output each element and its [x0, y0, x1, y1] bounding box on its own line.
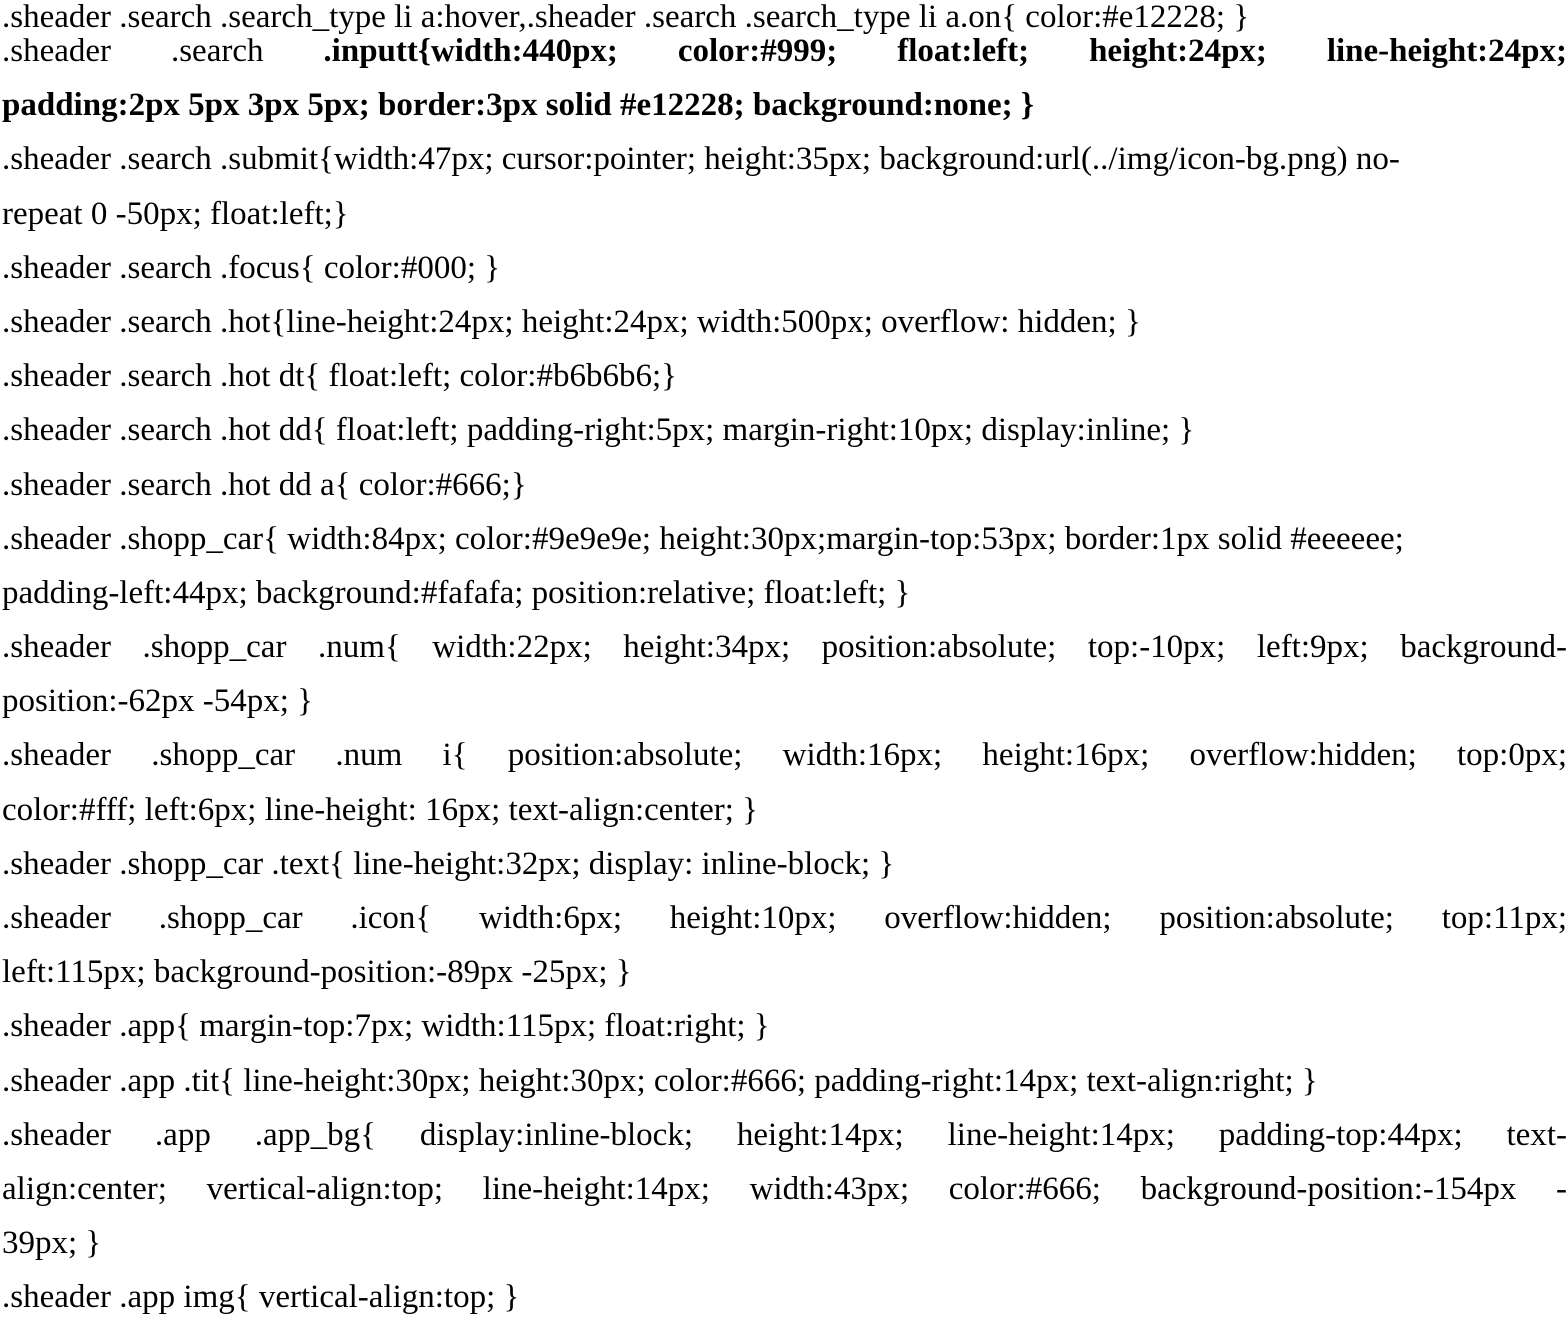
text-line: .sheader .shopp_car .num i{ position:absolute; width:16px; height:16px; overflow:hidden; top:0px; — [2, 738, 1567, 774]
text-line: left:115px; background-position:-89px -25px; } — [2, 955, 632, 991]
text-line: .sheader .search .submit{width:47px; cursor:pointer; height:35px; background:url(../img/icon-bg.png) no- — [2, 142, 1400, 178]
text-line: padding:2px 5px 3px 5px; border:3px solid #e12228; background:none; } — [2, 88, 1034, 124]
text-line-part: .sheader .search — [2, 34, 264, 69]
text-line: .sheader .search .hot{line-height:24px; height:24px; width:500px; overflow: hidden; } — [2, 304, 1141, 340]
text-line: .sheader .search .focus{ color:#000; } — [2, 250, 501, 286]
text-line: .sheader .search .hot dd a{ color:#666;} — [2, 467, 527, 503]
text-line: .sheader .shopp_car .num{ width:22px; height:34px; position:absolute; top:-10px; left:9px; background- — [2, 630, 1567, 666]
text-line: .sheader .app img{ vertical-align:top; } — [2, 1280, 520, 1316]
text-line: .sheader .search .search_type li a:hover,.sheader .search .search_type li a.on{ color:#e12228; } — [2, 0, 1250, 34]
text-line: .sheader .search .hot dd{ float:left; padding-right:5px; margin-right:10px; display:inline; } — [2, 413, 1195, 449]
text-line: repeat 0 -50px; float:left;} — [2, 196, 349, 232]
text-line: position:-62px -54px; } — [2, 684, 314, 720]
text-line: 39px; } — [2, 1226, 102, 1262]
text-line: align:center; vertical-align:top; line-height:14px; width:43px; color:#666; background-position:-154px - — [2, 1171, 1567, 1207]
text-line: .sheader .app{ margin-top:7px; width:115px; float:right; } — [2, 1009, 770, 1045]
text-line: .sheader .app .tit{ line-height:30px; height:30px; color:#666; padding-right:14px; text-align:right; } — [2, 1063, 1318, 1099]
text-line — [2, 34, 1567, 88]
text-line: .sheader .shopp_car .text{ line-height:32px; display: inline-block; } — [2, 846, 895, 882]
text-line: .sheader .shopp_car{ width:84px; color:#9e9e9e; height:30px;margin-top:53px; border:1px solid #eeeeee; — [2, 521, 1404, 557]
text-line: .sheader .shopp_car .icon{ width:6px; height:10px; overflow:hidden; position:absolute; top:11px; — [2, 901, 1567, 936]
text-line: padding-left:44px; background:#fafafa; position:relative; float:left; } — [2, 575, 911, 611]
text-line-bold-part: .inputt{width:440px; color:#999; float:left; height:24px; line-height:24px; — [323, 34, 1567, 69]
text-line: .sheader .search .hot dt{ float:left; color:#b6b6b6;} — [2, 359, 677, 395]
text-line: .sheader .app .app_bg{ display:inline-block; height:14px; line-height:14px; padding-top:44px; text- — [2, 1117, 1567, 1153]
text-line: color:#fff; left:6px; line-height: 16px; text-align:center; } — [2, 792, 759, 828]
